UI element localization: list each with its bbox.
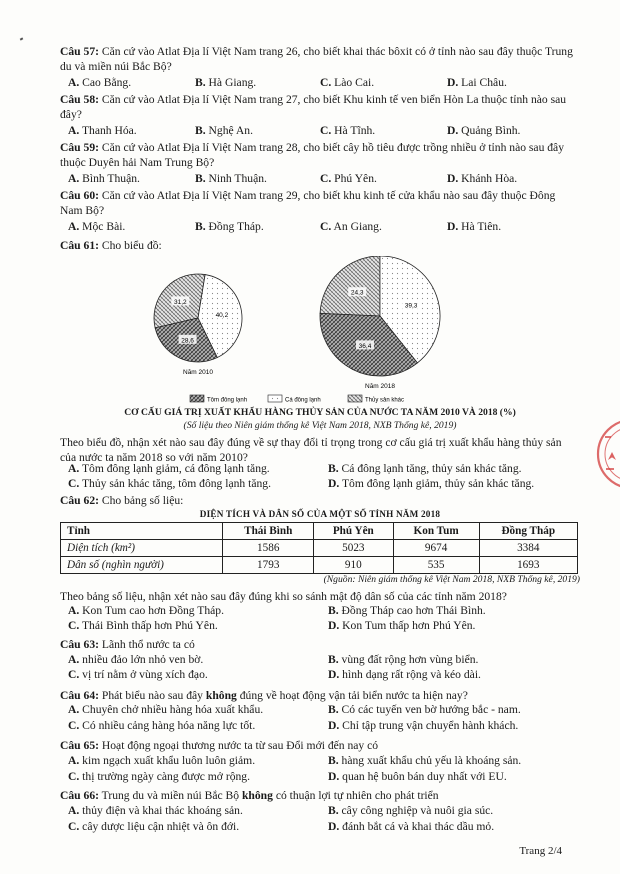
option-a[interactable]: A. Cao Bằng. [68,76,132,89]
question-59: Câu 59: Căn cứ vào Atlat Địa lí Việt Nam trang 28, cho biết cây hồ tiêu được trồng nhiều ở tỉnh nào sau đây thuộc Duyên hải Nam Trung Bộ? [60,141,565,169]
table-cell: 9674 [393,540,479,557]
question-60: Câu 60: Căn cứ vào Atlat Địa lí Việt Nam trang 29, cho biết khu kinh tế cửa khẩu nào sau đây thuộc Đông Nam Bộ? [60,189,556,217]
option-d[interactable]: D. hình dạng rất rộng và kéo dài. [328,668,481,681]
option-d[interactable]: D. Chỉ tập trung vận chuyển hành khách. [328,719,519,732]
options-66-row1 [68,804,580,819]
data-table [60,522,578,574]
pie-year-label: Năm 2010 [183,369,213,376]
option-b[interactable]: B. Đồng Tháp. [195,220,264,233]
question-65: Câu 65: Hoạt động ngoại thương nước ta từ sau Đổi mới đến nay có [60,739,379,752]
legend-label-thuy-san-khac: Thủy sản khác [365,397,405,404]
table-row [61,557,578,574]
options-59 [68,172,580,187]
options-61-row1 [68,462,580,477]
table-cell: 910 [313,557,393,574]
table-cell: 535 [393,557,479,574]
table-row [61,540,578,557]
question-61-stem: Theo biểu đồ, nhận xét nào sau đây đúng về sự thay đổi tỉ trọng trong cơ cấu giá trị xuất khẩu hàng thủy sản của nước ta năm 2018 so với năm 2010? [60,436,562,464]
legend-swatch-thuy-san-khac [348,395,362,402]
option-b[interactable]: B. Nghệ An. [195,124,253,137]
legend-label-ca-dong-lanh: Cá đông lạnh [285,397,321,404]
chart-caption: CƠ CẤU GIÁ TRỊ XUẤT KHẨU HÀNG THỦY SẢN CỦA NƯỚC TA NĂM 2010 VÀ 2018 (%) [124,407,516,418]
table-cell: 3384 [479,540,577,557]
table-source: (Nguồn: Niên giám thống kê Việt Nam 2018, NXB Thống kê, 2019) [323,574,580,585]
question-text: Căn cứ vào Atlat Địa lí Việt Nam trang 26, cho biết khai thác bôxit có ở tỉnh nào sau đây thuộc Trung du và miền núi Bắc Bộ? [60,45,573,73]
table-cell: 5023 [313,540,393,557]
options-58 [68,124,580,139]
question-62: Câu 62: Cho bảng số liệu: [60,494,184,507]
scan-mark [20,37,24,40]
option-a[interactable]: A. Chuyên chở nhiều hàng hóa xuất khẩu. [68,703,264,716]
table-cell: 1693 [479,557,577,574]
option-d[interactable]: D. Lai Châu. [447,76,507,89]
options-62-row2 [68,619,580,634]
legend-swatch-tom-dong-lanh [190,395,204,402]
option-d[interactable]: D. Quảng Bình. [447,124,521,137]
option-d[interactable]: D. quan hệ buôn bán duy nhất với EU. [328,770,507,783]
table-cell: 1793 [223,557,313,574]
option-c[interactable]: C. Thái Bình thấp hơn Phú Yên. [68,619,218,632]
red-stamp-seal [596,408,620,500]
row-label: Dân số (nghìn người) [61,557,223,574]
data-label: 31,2 [173,298,187,306]
question-57 [60,44,580,74]
option-c[interactable]: C. An Giang. [320,220,382,233]
options-62-row1 [68,604,580,619]
question-66: Câu 66: Trung du và miền núi Bắc Bộ không có thuận lợi tự nhiên cho phát triển [60,789,439,802]
option-a[interactable]: A. thủy điện và khai thác khoáng sản. [68,804,243,817]
table-cell: 1586 [223,540,313,557]
legend-label-tom-dong-lanh: Tôm đông lạnh [207,397,248,404]
option-c[interactable]: C. Thủy sản khác tăng, tôm đông lạnh tăng. [68,477,271,490]
table-header: Phú Yên [313,523,393,540]
option-c[interactable]: C. cây dược liệu cận nhiệt và ôn đới. [68,820,240,833]
pie-slice-thuy-san-khac-2018 [320,256,380,316]
option-a[interactable]: A. Tôm đông lạnh giảm, cá đông lạnh tăng. [68,462,270,475]
options-57 [68,76,580,91]
chart-source: (Số liệu theo Niên giám thống kê Việt Nam 2018, NXB Thống kê, 2019) [183,420,457,431]
data-label: 36,4 [358,342,372,350]
option-b[interactable]: B. Hà Giang. [195,76,257,89]
option-c[interactable]: C. vị trí nằm ở vùng xích đạo. [68,668,208,681]
page-number: Trang 2/4 [519,845,562,857]
option-b[interactable]: B. vùng đất rộng hơn vùng biển. [328,653,479,666]
table-title: DIỆN TÍCH VÀ DÂN SỐ CỦA MỘT SỐ TỈNH NĂM 2018 [199,509,441,519]
table-header: Tỉnh [61,523,223,540]
options-63-row1 [68,653,580,668]
option-c[interactable]: C. Lào Cai. [320,76,375,89]
chart-legend [190,395,404,404]
option-c[interactable]: C. Phú Yên. [320,172,377,185]
options-65-row1 [68,754,580,769]
options-60 [68,220,580,235]
option-b[interactable]: B. Có các tuyến ven bờ hướng bắc - nam. [328,703,521,716]
question-label: Câu 57: [60,45,99,58]
legend-swatch-ca-dong-lanh [268,395,282,402]
option-c[interactable]: C. thị trường ngày càng được mở rộng. [68,770,250,783]
option-d[interactable]: D. Tôm đông lạnh giảm, thủy sản khác tăng. [328,477,535,490]
option-a[interactable]: A. Bình Thuận. [68,172,140,185]
options-65-row2 [68,770,580,785]
pie-year-label: Năm 2018 [365,383,395,390]
option-d[interactable]: D. đánh bắt cá và khai thác dầu mỏ. [328,820,495,833]
data-label: 39,3 [404,302,418,310]
option-a[interactable]: A. nhiều đảo lớn nhỏ ven bờ. [68,653,204,666]
data-label: 24,3 [350,289,364,297]
pie-chart [140,256,500,406]
question-64: Câu 64: Phát biểu nào sau đây không đúng về hoạt động vận tải biển nước ta hiện nay? [60,689,468,702]
option-b[interactable]: B. Cá đông lạnh tăng, thủy sản khác tăng. [328,462,522,475]
options-61-row2 [68,477,580,492]
option-a[interactable]: A. Mộc Bài. [68,220,126,233]
option-a[interactable]: A. kim ngạch xuất khẩu luôn luôn giảm. [68,754,256,767]
option-b[interactable]: B. Đồng Tháp cao hơn Thái Bình. [328,604,486,617]
data-label: 40,2 [215,312,229,319]
option-a[interactable]: A. Kon Tum cao hơn Đồng Tháp. [68,604,225,617]
option-d[interactable]: D. Hà Tiên. [447,220,502,233]
option-a[interactable]: A. Thanh Hóa. [68,124,137,137]
question-63: Câu 63: Lãnh thổ nước ta có [60,638,195,651]
question-61: Câu 61: Cho biểu đồ: [60,239,162,252]
row-label: Diện tích (km²) [61,540,223,557]
table-header: Đồng Tháp [479,523,577,540]
options-64-row2 [68,719,580,734]
option-b[interactable]: B. hàng xuất khẩu chủ yếu là khoáng sản. [328,754,522,767]
data-label: 28,6 [181,337,194,345]
table-header-row [61,523,578,540]
question-62-stem: Theo bảng số liệu, nhận xét nào sau đây đúng khi so sánh mật độ dân số của các tỉnh năm 2018? [60,590,507,603]
table-header: Thái Bình [223,523,313,540]
option-c[interactable]: C. Hà Tĩnh. [320,124,376,137]
option-d[interactable]: D. Khánh Hòa. [447,172,518,185]
options-64-row1 [68,703,580,718]
table-header: Kon Tum [393,523,479,540]
option-c[interactable]: C. Có nhiều cảng hàng hóa năng lực tốt. [68,719,256,732]
options-66-row2 [68,820,580,835]
question-58: Câu 58: Căn cứ vào Atlat Địa lí Việt Nam trang 27, cho biết Khu kinh tế ven biển Hòn La thuộc tỉnh nào sau đây? [60,93,567,121]
option-d[interactable]: D. Kon Tum thấp hơn Phú Yên. [328,619,476,632]
option-b[interactable]: B. cây công nghiệp và nuôi gia súc. [328,804,494,817]
option-b[interactable]: B. Ninh Thuận. [195,172,267,185]
options-63-row2 [68,668,580,683]
